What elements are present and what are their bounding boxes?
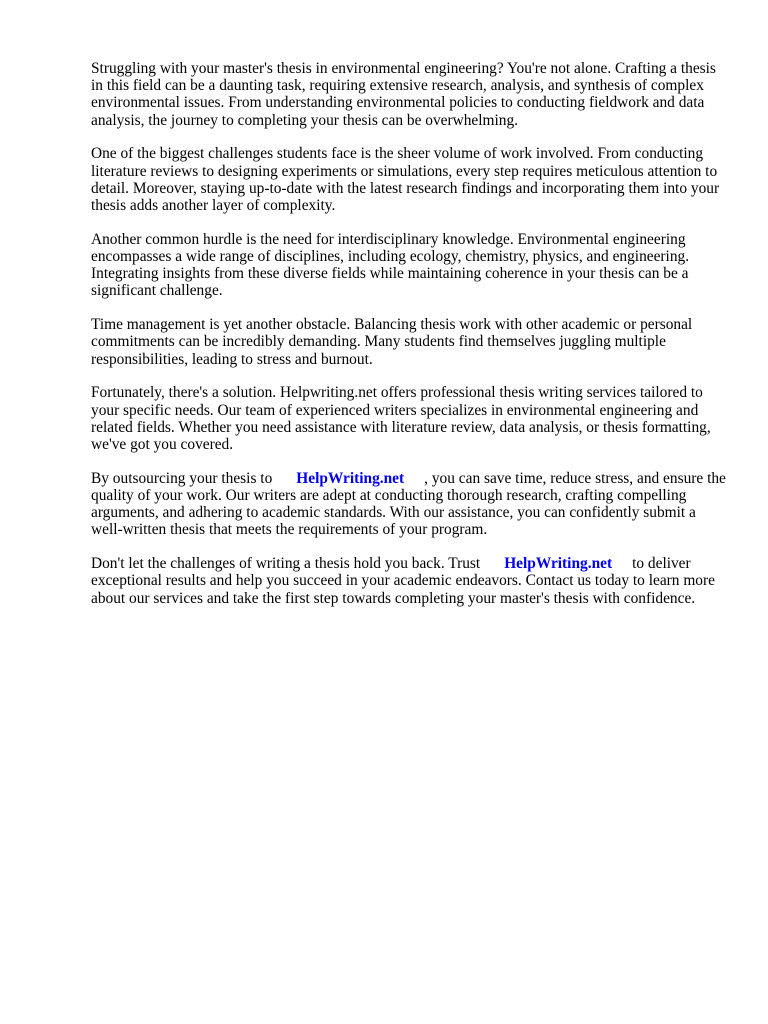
document-page — [91, 60, 731, 623]
helpwriting-link[interactable]: HelpWriting.net — [504, 555, 613, 573]
paragraph-6 — [91, 470, 731, 539]
paragraph-6-text-before: By outsourcing your thesis to — [91, 469, 273, 487]
paragraph-7-text-after: to deliver exceptional results and help you succeed in your academic endeavors. Contact us today to learn more about our services and take the first step towards completing your master's thesis with confidence. — [91, 555, 715, 607]
paragraph-2: One of the biggest challenges students face is the sheer volume of work involved. From conducting literature reviews to designing experiments or simulations, every step requires meticulous attention to detail. Moreover, staying up-to-date with the latest research findings and incorporating them into your thesis adds another layer of complexity. — [91, 145, 720, 215]
paragraph-7-text-before: Don't let the challenges of writing a thesis hold you back. Trust — [91, 555, 481, 573]
paragraph-7 — [91, 555, 731, 607]
paragraph-5: Fortunately, there's a solution. Helpwriting.net offers professional thesis writing services tailored to your specific needs. Our team of experienced writers specializes in environmental engineering and related fields. Whether you need assistance with literature review, data analysis, or thesis formatting, we've got you covered. — [91, 384, 711, 454]
paragraph-3: Another common hurdle is the need for interdisciplinary knowledge. Environmental engineering encompasses a wide range of disciplines, including ecology, chemistry, physics, and engineering. Integrating insights from these diverse fields while maintaining coherence in your thesis can be a significant challenge. — [91, 230, 690, 300]
paragraph-4: Time management is yet another obstacle. Balancing thesis work with other academic or personal commitments can be incredibly demanding. Many students find themselves juggling multiple responsibilities, leading to stress and burnout. — [91, 316, 693, 368]
helpwriting-link[interactable]: HelpWriting.net — [296, 469, 405, 487]
paragraph-6-text-after: , you can save time, reduce stress, and ensure the quality of your work. Our writers are adept at conducting thorough research, crafting compelling arguments, and adhering to academic standards. With our assistance, you can confidently submit a well-written thesis that meets the requirements of your program. — [91, 469, 726, 539]
paragraph-1: Struggling with your master's thesis in environmental engineering? You're not alone. Crafting a thesis in this field can be a daunting task, requiring extensive research, analysis, and synthesis of complex environmental issues. From understanding environmental policies to conducting fieldwork and data analysis, the journey to completing your thesis can be overwhelming. — [91, 60, 716, 129]
